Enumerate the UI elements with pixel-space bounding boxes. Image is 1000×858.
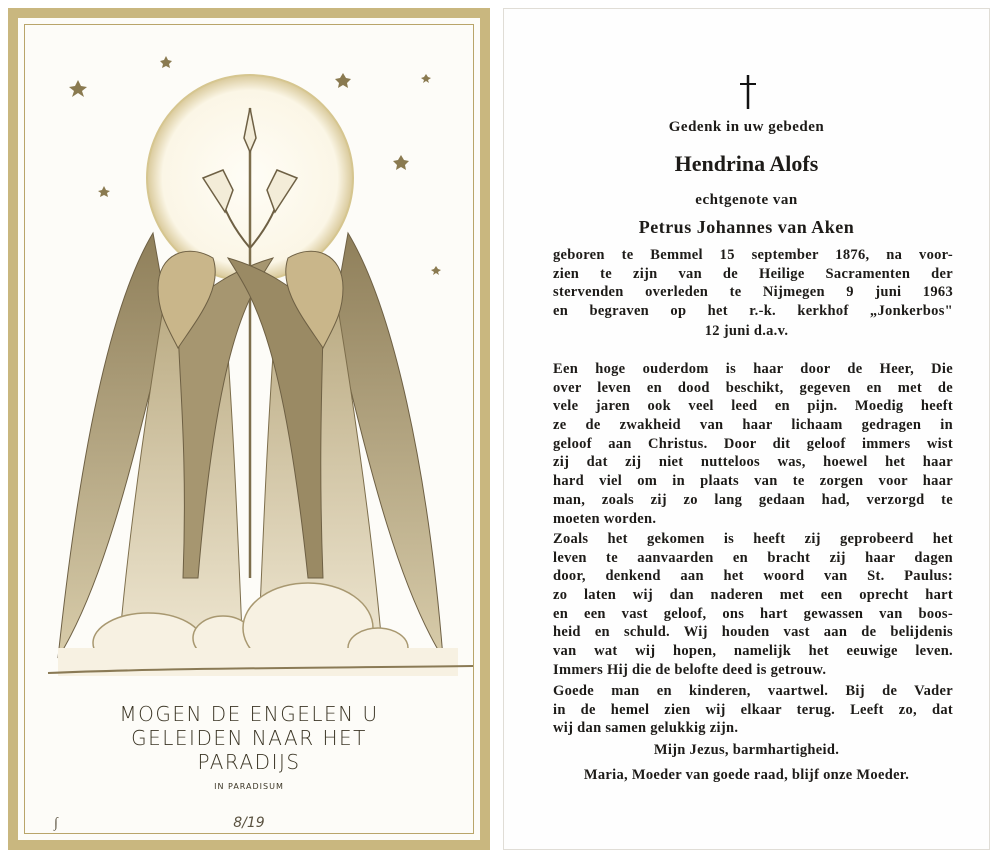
artist-monogram-icon: ∫ [54, 816, 58, 831]
text-line: van wat wij hopen, namelijk het eeuwige leven. [553, 643, 953, 660]
header-text: Gedenk in uw gebeden [668, 119, 825, 135]
burial-date: 12 juni d.a.v. [704, 323, 789, 339]
relation-text: echtgenote van [695, 192, 798, 208]
bio-line: en begraven op het r.-k. kerkhof „Jonkerbos" [553, 303, 953, 320]
paragraph-1 [553, 360, 953, 528]
prayer-card-back [503, 8, 990, 850]
text-line: Goede man en kinderen, vaartwel. Bij de Vader [553, 683, 953, 699]
motto [18, 702, 480, 774]
text-line: vele jaren ook veel leed en pijn. Moedig heeft [553, 398, 953, 415]
motto-latin: IN PARADISUM [214, 782, 284, 791]
paragraph-3 [553, 682, 953, 738]
motto-line: GELEIDEN NAAR HET [131, 726, 367, 750]
bio-line: geboren te Bemmel 15 september 1876, na voor- [553, 247, 953, 263]
text-line: man, zoals zij zo lang gedaan had, verzorgd te [553, 491, 953, 508]
text-line: Immers Hij die de belofte deed is getrouw. [553, 661, 827, 678]
spouse-name: Petrus Johannes van Aken [638, 217, 855, 237]
text-line: ze de zwakheid van haar lichaam gedragen in [553, 417, 953, 434]
prayer-card-front [8, 8, 490, 850]
bio-line: zien te zijn van de Heilige Sacramenten der [553, 265, 953, 282]
text-line: geloof aan Christus. Door dit geloof immers wist [553, 435, 953, 452]
biography [553, 246, 953, 321]
bio-line: stervenden overleden te Nijmegen 9 juni 1963 [553, 284, 953, 301]
prayer-maria: Maria, Moeder van goede raad, blijf onze Moeder. [583, 767, 910, 783]
text-line: zij dat zij niet nutteloos was, hoewel het haar [553, 454, 953, 471]
cross-icon [737, 73, 759, 111]
text-line: leven te aanvaarden en bracht zij haar dagen [553, 549, 953, 566]
prayer-jesus: Mijn Jezus, barmhartigheid. [653, 742, 840, 758]
text-line: zo laten wij dan naderen met een oprecht hart [553, 587, 953, 604]
paragraph-2 [553, 530, 953, 680]
text-line: hard viel om in plaats van te zorgen voor haar [553, 473, 953, 490]
text-line: door, denkend aan het woord van St. Paulus: [553, 568, 953, 585]
text-line: in de hemel zien wij elkaar terug. Leeft zo, dat [553, 701, 953, 718]
card-front-inner [18, 18, 480, 840]
text-line: over leven en dood beschikt, gegeven en met de [553, 379, 953, 396]
card-number: 8/19 [233, 815, 265, 831]
text-line: moeten worden. [553, 510, 657, 527]
text-line: Een hoge ouderdom is haar door de Heer, Die [553, 361, 953, 377]
deceased-name: Hendrina Alofs [674, 151, 819, 176]
text-line: heid en schuld. Wij houden vast aan de belijdenis [553, 624, 953, 641]
text-line: wij dan samen gelukkig zijn. [553, 720, 739, 737]
motto-line: MOGEN DE ENGELEN U [119, 702, 379, 726]
text-line: Zoals het gekomen is heeft zij geprobeerd het [553, 531, 953, 547]
text-line: en een vast geloof, ons hart gewassen van boos- [553, 605, 953, 622]
motto-line: PARADIJS [197, 750, 301, 774]
